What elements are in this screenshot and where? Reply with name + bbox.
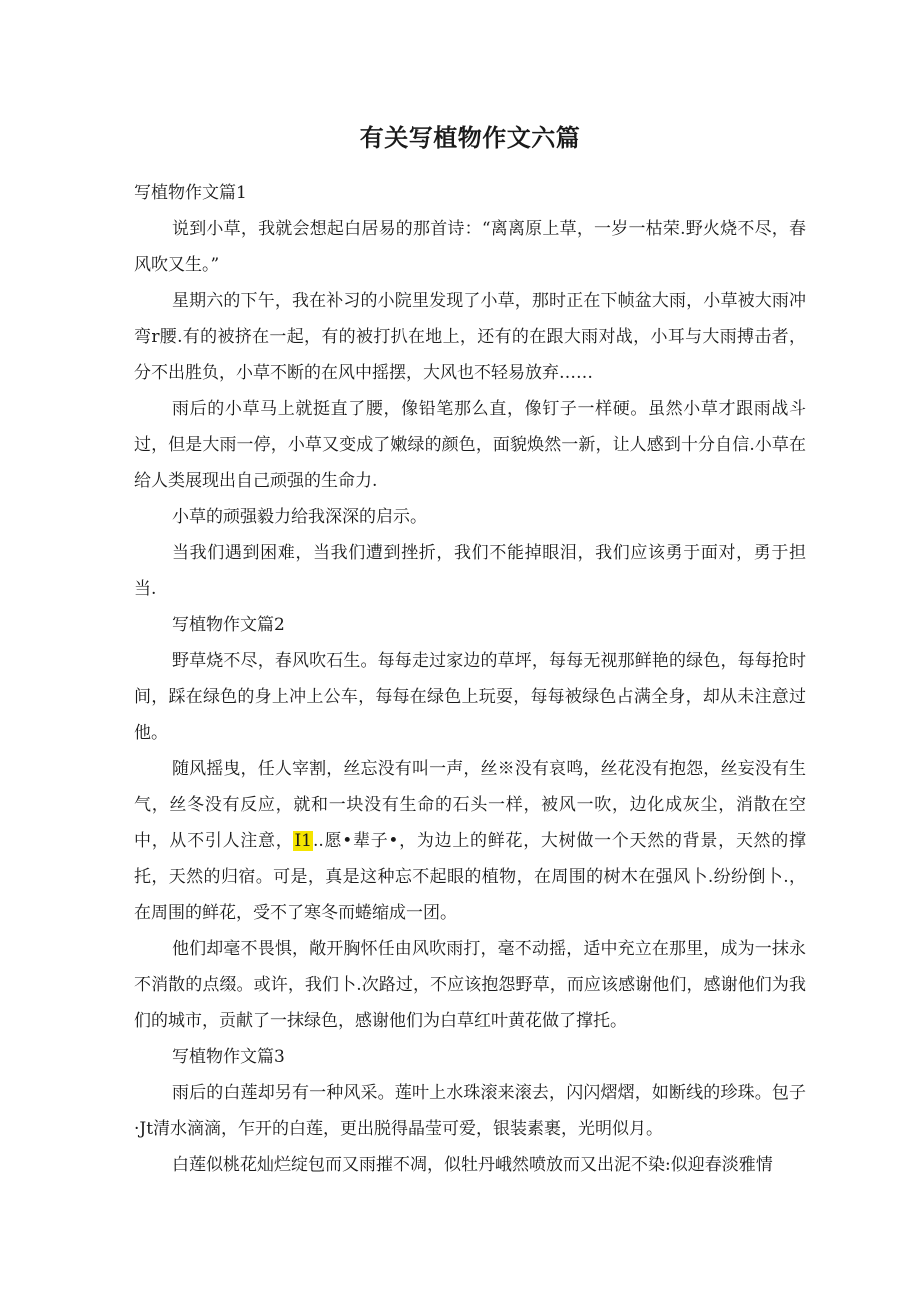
paragraph: 他们却毫不畏惧，敞开胸怀任由风吹雨打，毫不动摇，适中充立在那里，成为一抹永不消散的点缀。或许，我们卜.次路过，不应该抱怨野草，而应该感谢他们，感谢他们为我们的城市，贡献了一抹绿色，感谢他们为白草红叶黄花做了撑托。 bbox=[134, 939, 806, 1031]
paragraph: 小草的顽强毅力给我深深的启示。 bbox=[172, 507, 427, 527]
paragraph: 野草烧不尽，春风吹石生。每每走过家边的草坪，每每无视那鲜艳的绿色，每每抢时间，踩在绿色的身上冲上公车，每每在绿色上玩耍，每每被绿色占满全身，却从未注意过他。 bbox=[134, 651, 806, 743]
paragraph: 当我们遇到困难，当我们遭到挫折，我们不能掉眼泪，我们应该勇于面对，勇于担当. bbox=[134, 543, 806, 599]
paragraph: 雨后的白莲却另有一种风采。莲叶上水珠滚来滚去，闪闪熠熠，如断线的珍珠。包子·Jt清水滴滴，乍开的白莲，更出脱得晶莹可爱，银装素裹，光明似月。 bbox=[134, 1083, 806, 1139]
paragraph: 星期六的下午，我在补习的小院里发现了小草，那时正在下帧盆大雨，小草被大雨冲弯r腰.有的被挤在一起，有的被打扒在地上，还有的在跟大雨对战，小耳与大雨搏击者，分不出胜负，小草不断的在风中摇摆，大风也不轻易放弃…… bbox=[134, 291, 806, 383]
paragraph-with-highlight bbox=[134, 751, 806, 931]
document-title: 有关写植物作文六篇 bbox=[359, 124, 581, 152]
section-3 bbox=[134, 1039, 806, 1183]
section-heading: 写植物作文篇3 bbox=[172, 1047, 285, 1067]
section-1 bbox=[134, 175, 806, 607]
paragraph-text: ..愿•辈子•， bbox=[313, 831, 417, 851]
paragraph-text: 随风摇曳，任人宰割，丝忘没有叫一声，丝※没有哀鸣，丝花没有抱怨，丝妄没有生气，丝冬没有反应，就和一块没有生命的石头一样，被风一吹，边化成灰尘，消散在空中，从不引人注意， bbox=[134, 759, 806, 851]
paragraph: 白莲似桃花灿烂绽包而又雨摧不凋，似牡丹峨然喷放而又出泥不染:似迎春淡雅情 bbox=[172, 1155, 773, 1175]
highlighted-text: I1 bbox=[294, 831, 312, 851]
paragraph: 说到小草，我就会想起白居易的那首诗：“离离原上草，一岁一枯荣.野火烧不尽，春风吹又生。” bbox=[134, 219, 806, 275]
paragraph: 雨后的小草马上就挺直了腰，像铅笔那么直，像钉子一样硬。虽然小草才跟雨战斗过，但是大雨一停，小草又变成了嫩绿的颜色，面貌焕然一新，让人感到十分自信.小草在给人类展现出自己顽强的生命力. bbox=[134, 399, 806, 491]
section-2 bbox=[134, 607, 806, 1039]
section-heading: 写植物作文篇1 bbox=[134, 183, 247, 203]
paragraph-text: 为边上的鲜花，大树做一个天然的背景，天然的撑托，天然的归宿。可是，真是这种忘不起眼的植物，在周围的树木在强风卜.纷纷倒卜.，在周围的鲜花，受不了寒冬而蜷缩成一团。 bbox=[134, 831, 806, 923]
section-heading: 写植物作文篇2 bbox=[172, 615, 285, 635]
